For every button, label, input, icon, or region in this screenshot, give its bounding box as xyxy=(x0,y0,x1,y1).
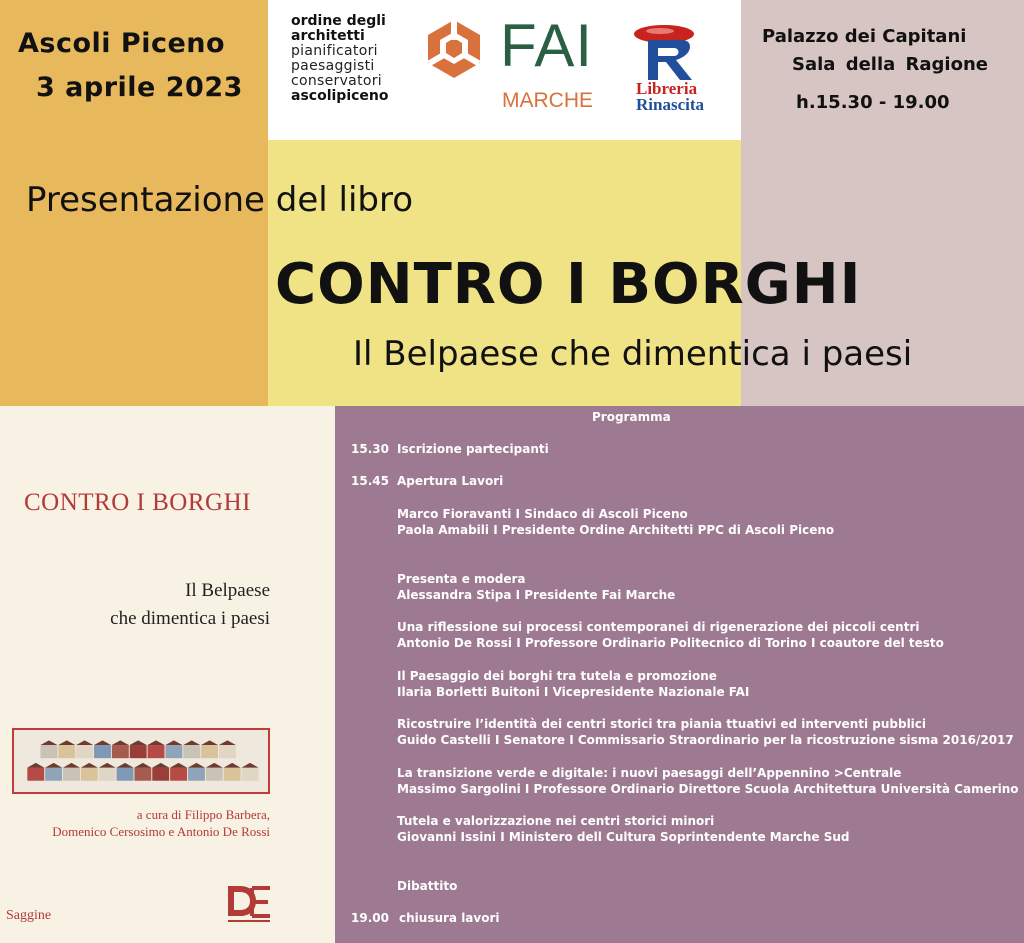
ordine-line: architetti xyxy=(291,28,365,44)
cover-series: Saggine xyxy=(6,908,52,923)
program-time: 15.30 xyxy=(351,442,389,456)
libreria-line2: Rinascita xyxy=(636,95,704,114)
fai-logo-icon xyxy=(424,18,484,80)
venue-room: Sala della Ragione xyxy=(792,54,988,75)
program-talk-title: Tutela e valorizzazione nei centri storici minori xyxy=(397,814,715,828)
program-talk-title: Una riflessione sui processi contemporanei di rigenerazione dei piccoli centri xyxy=(397,620,920,634)
venue-name: Palazzo dei Capitani xyxy=(762,26,967,47)
ordine-line: ascolipiceno xyxy=(291,88,389,104)
program-speaker: Giovanni Issini I Ministero dell Cultura Soprintendente Marche Sud xyxy=(397,830,850,844)
program-talk-title: Il Paesaggio dei borghi tra tutela e promozione xyxy=(397,669,717,683)
cover-title: CONTRO I BORGHI xyxy=(24,489,251,516)
program-item: Apertura Lavori xyxy=(397,474,504,488)
program-speaker: Guido Castelli I Senatore I Commissario Straordinario per la ricostruzione sisma 2016/2017 xyxy=(397,733,1014,747)
book-cover xyxy=(0,406,335,943)
ordine-line: conservatori xyxy=(291,73,382,89)
cover-curators-line1: a cura di Filippo Barbera, xyxy=(136,807,270,822)
program-item: Dibattito xyxy=(397,879,458,893)
program-item: Presenta e modera xyxy=(397,572,526,586)
fai-name: FAI xyxy=(500,12,594,79)
ordine-architetti-logo xyxy=(291,14,411,104)
program-speaker: Paola Amabili I Presidente Ordine Architetti PPC di Ascoli Piceno xyxy=(397,523,835,537)
ordine-line: ordine degli xyxy=(291,13,386,29)
cover-curators-line2: Domenico Cersosimo e Antonio De Rossi xyxy=(52,824,270,839)
program-time: 19.00 xyxy=(351,911,389,925)
libreria-line1: Libreria xyxy=(636,79,698,98)
event-date: 3 aprile 2023 xyxy=(36,72,243,103)
program-time: 15.45 xyxy=(351,474,389,488)
libreria-r-logo-icon xyxy=(630,20,708,82)
program-talk-title: Ricostruire l’identità dei centri storici tra piania ttuativi ed interventi pubblici xyxy=(397,717,927,731)
program-speaker: Antonio De Rossi I Professore Ordinario Politecnico di Torino I coautore del testo xyxy=(397,636,944,650)
program-heading: Programma xyxy=(592,410,671,424)
event-hours: h.15.30 - 19.00 xyxy=(796,92,950,113)
program-speaker: Alessandra Stipa I Presidente Fai Marche xyxy=(397,588,676,602)
event-city: Ascoli Piceno xyxy=(18,28,226,59)
cover-subtitle-line2: che dimentica i paesi xyxy=(110,608,270,629)
cover-subtitle-line1: Il Belpaese xyxy=(185,580,270,601)
program-speaker: Ilaria Borletti Buitoni I Vicepresidente Nazionale FAI xyxy=(397,685,750,699)
book-subtitle: Il Belpaese che dimentica i paesi xyxy=(353,334,913,374)
ordine-line: paesaggisti xyxy=(291,58,375,74)
fai-region: MARCHE xyxy=(502,89,594,112)
program-speaker: Massimo Sargolini I Professore Ordinario Direttore Scuola Architettura Università Camerino xyxy=(397,782,1019,796)
donzelli-logo-icon xyxy=(222,880,274,924)
ordine-line: pianificatori xyxy=(291,43,378,59)
miniature-houses-image xyxy=(12,728,270,794)
program-speaker: Marco Fioravanti I Sindaco di Ascoli Piceno xyxy=(397,507,688,521)
program-talk-title: La transizione verde e digitale: i nuovi paesaggi dell’Appennino >Centrale xyxy=(397,766,902,780)
presentation-intro: Presentazione del libro xyxy=(26,180,414,220)
book-title: CONTRO I BORGHI xyxy=(275,252,862,317)
program-item: chiusura lavori xyxy=(399,911,500,925)
program-item: Iscrizione partecipanti xyxy=(397,442,549,456)
